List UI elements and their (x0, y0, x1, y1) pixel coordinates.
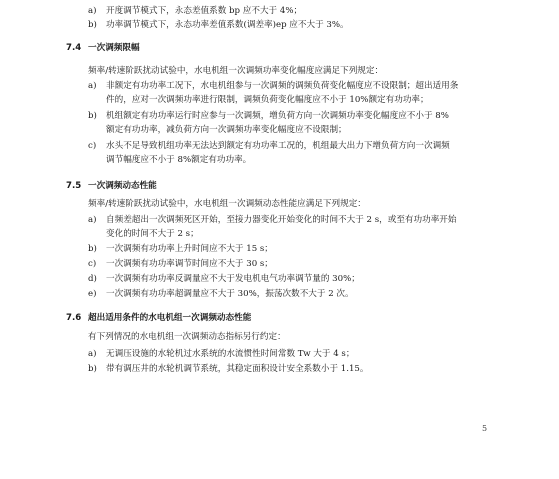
section-number: 7.4 (66, 43, 82, 53)
list-item-line: 一次调频有功功率上升时间应不大于 15 s； (106, 244, 273, 254)
list-item-line: 一次调频有功功率调节时间应不大于 30 s； (106, 259, 273, 269)
list-item-text: 开度调节模式下，永态差值系数 bp 应不大于 4%； (106, 6, 303, 16)
section-number: 7.5 (66, 181, 82, 191)
list-item-line: 机组额定有功功率运行时应参与一次调频，增负荷方向一次调频功率变化幅度应不小于 8% (106, 111, 449, 121)
section-intro: 频率/转速阶跃扰动试验中，水电机组一次调频功率变化幅度应满足下列规定： (88, 66, 384, 76)
list-item-line: 带有调压井的水轮机调节系统，其稳定面积设计安全系数小于 1.15。 (106, 364, 369, 374)
list-marker: d) (88, 274, 97, 284)
list-marker: b) (88, 244, 97, 254)
list-item-line: 一次调频有功功率超调量应不大于 30%，振荡次数不大于 2 次。 (106, 289, 354, 299)
list-item-line: 件的，应对一次调频功率进行限制，调频负荷变化幅度应不小于 10%额定有功功率； (106, 95, 429, 105)
list-marker: a) (88, 81, 97, 91)
list-item-line: 非额定有功功率工况下，水电机组参与一次调频的调频负荷变化幅度应不设限制；超出适用条 (106, 81, 459, 91)
list-item-line: 水头不足导致机组功率无法达到额定有功功率工况的，机组最大出力下增负荷方向一次调频 (106, 141, 450, 151)
section-title: 超出适用条件的水电机组一次调频动态性能 (88, 313, 252, 323)
list-item-line: 变化的时间不大于 2 s； (106, 229, 199, 239)
list-marker: c) (88, 259, 97, 269)
page-number: 5 (482, 424, 488, 433)
list-marker: b) (88, 111, 97, 121)
section-number: 7.6 (66, 313, 82, 323)
list-marker: c) (88, 141, 97, 151)
list-marker: a) (88, 349, 97, 359)
list-marker: a) (88, 215, 97, 225)
section-intro: 频率/转速阶跃扰动试验中，水电机组一次调频动态性能应满足下列规定： (88, 199, 366, 209)
list-item-line: 额定有功功率，减负荷方向一次调频功率变化幅度应不设限制； (106, 125, 347, 135)
list-marker: a) (88, 6, 97, 16)
list-item-line: 调节幅度应不小于 8%额定有功功率。 (106, 155, 252, 165)
section-title: 一次调频限幅 (88, 43, 140, 53)
list-marker: b) (88, 364, 97, 374)
list-marker: b) (88, 20, 97, 30)
list-item-line: 自频差超出一次调频死区开始，至接力器变化开始变化的时间不大于 2 s，或至有功功率开始 (106, 215, 457, 225)
section-title: 一次调频动态性能 (88, 181, 157, 191)
list-item-line: 无调压设施的水轮机过水系统的水流惯性时间常数 Tw 大于 4 s； (106, 349, 355, 359)
list-marker: e) (88, 289, 97, 299)
list-item-text: 功率调节模式下，永态功率差值系数(调差率)ep 应不大于 3%。 (106, 20, 349, 30)
section-intro: 有下列情况的水电机组一次调频动态指标另行约定： (88, 332, 286, 342)
list-item-line: 一次调频有功功率反调量应不大于发电机电气功率调节量的 30%； (106, 274, 360, 284)
